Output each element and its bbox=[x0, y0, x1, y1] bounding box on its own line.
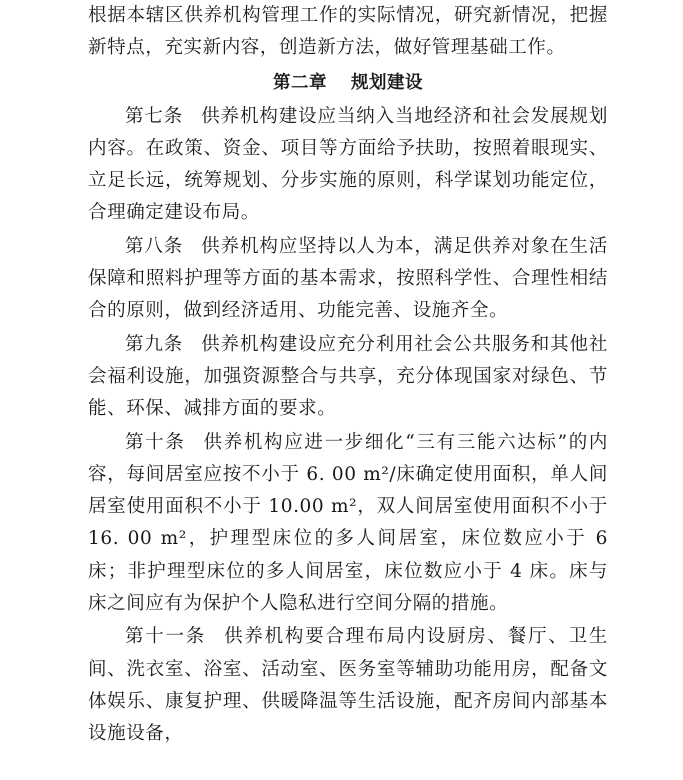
article-label: 第九条 bbox=[125, 333, 184, 355]
article-label: 第七条 bbox=[125, 105, 184, 127]
intro-paragraph-tail: 根据本辖区供养机构管理工作的实际情况，研究新情况，把握新特点，充实新内容，创造新方法，做好管理基础工作。 bbox=[88, 5, 608, 59]
article-8 bbox=[88, 231, 608, 328]
document-page bbox=[88, 0, 608, 751]
article-text: 供养机构建设应当纳入当地经济和社会发展规划内容。在政策、资金、项目等方面给予扶助，按照着眼现实、立足长远，统筹规划、分步实施的原则，科学谋划功能定位，合理确定建设布局。 bbox=[88, 105, 608, 224]
article-9 bbox=[88, 329, 608, 426]
chapter-number: 第二章 bbox=[273, 72, 327, 93]
article-text: 供养机构要合理布局内设厨房、餐厅、卫生间、洗衣室、浴室、活动室、医务室等辅助功能用房，配备文体娱乐、康复护理、供暖降温等生活设施，配齐房间内部基本设施设备， bbox=[88, 626, 608, 745]
article-text: 供养机构应坚持以人为本，满足供养对象在生活保障和照料护理等方面的基本需求，按照科学性、合理性相结合的原则，做到经济适用、功能完善、设施齐全。 bbox=[88, 235, 608, 322]
chapter-heading bbox=[88, 65, 608, 101]
article-label: 第十一条 bbox=[125, 626, 207, 648]
article-text: 供养机构建设应充分利用社会公共服务和其他社会福利设施，加强资源整合与共享，充分体现国家对绿色、节能、环保、减排方面的要求。 bbox=[88, 333, 608, 420]
article-10 bbox=[88, 427, 608, 621]
article-7 bbox=[88, 101, 608, 230]
article-text: 供养机构应进一步细化“三有三能六达标”的内容，每间居室应按不小于 6. 00 m²/床确定使用面积，单人间居室使用面积不小于 10.00 m²，双人间居室使用面积不小于 16. 00 m²，护理型床位的多人间居室，床位数应小于 6 床；非护理型床位的多人间居室，床位数应小于 4 床。床与床之间应有为保护个人隐私进行空间分隔的措施。 bbox=[88, 431, 608, 615]
article-label: 第八条 bbox=[125, 235, 184, 257]
article-label: 第十条 bbox=[125, 431, 186, 453]
chapter-title: 规划建设 bbox=[351, 72, 423, 93]
article-11 bbox=[88, 621, 608, 750]
